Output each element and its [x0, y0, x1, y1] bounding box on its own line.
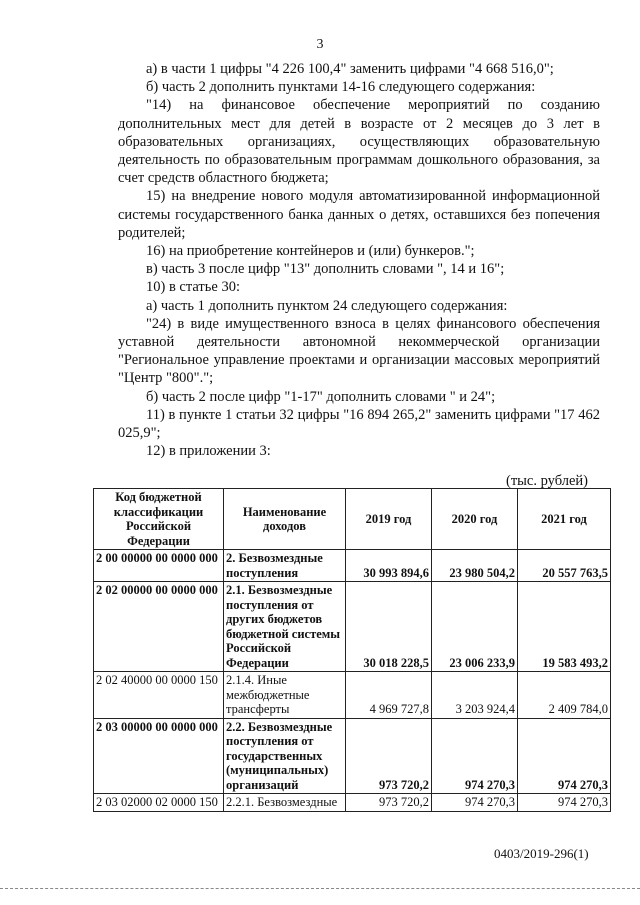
table-row	[94, 582, 611, 672]
header-2021: 2021 год	[518, 489, 611, 550]
cell-2021: 974 270,3	[518, 794, 611, 812]
table-header-row	[94, 489, 611, 550]
page-number: 3	[316, 37, 324, 52]
paragraph: в) часть 3 после цифр "13" дополнить словами ", 14 и 16";	[146, 261, 505, 278]
cell-2021: 20 557 763,5	[518, 550, 611, 582]
cell-2019: 30 018 228,5	[346, 582, 432, 672]
cell-code: 2 03 02000 02 0000 150	[94, 794, 224, 812]
header-2019: 2019 год	[346, 489, 432, 550]
cell-2019: 30 993 894,6	[346, 550, 432, 582]
paragraph: 11) в пункте 1 статьи 32 цифры "16 894 265,2" заменить цифрами "17 462 025,9";	[118, 406, 600, 442]
cell-2020: 974 270,3	[432, 718, 518, 794]
paragraph: а) в части 1 цифры "4 226 100,4" заменить цифрами "4 668 516,0";	[146, 61, 554, 77]
cell-2020: 3 203 924,4	[432, 672, 518, 719]
table-row	[94, 672, 611, 719]
cell-2021: 19 583 493,2	[518, 582, 611, 672]
paragraph: "24) в виде имущественного взноса в целях финансового обеспечения уставной деятельности автономной некоммерческой организации "Региональное управление проектами и организации массовых мероприятий "Центр "800".";	[118, 315, 600, 387]
cell-code: 2 02 40000 00 0000 150	[94, 672, 224, 719]
table-row	[94, 794, 611, 812]
header-code: Код бюджетной классификации Российской Федерации	[94, 489, 224, 550]
cell-2019: 973 720,2	[346, 794, 432, 812]
page-edge-divider	[0, 888, 640, 890]
header-2020: 2020 год	[432, 489, 518, 550]
paragraph: б) часть 2 после цифр "1-17" дополнить словами " и 24";	[146, 388, 496, 405]
cell-name: 2.1.4. Иные межбюджетные трансферты	[224, 672, 346, 719]
cell-2020: 23 980 504,2	[432, 550, 518, 582]
cell-2020: 974 270,3	[432, 794, 518, 812]
paragraph: "14) на финансовое обеспечение мероприятий по созданию дополнительных мест для детей в возрасте от 2 месяцев до 3 лет в образовательных организациях, осуществляющих образовательную деятельность по образовательным программам дошкольного образования, за счет средств областного бюджета;	[118, 97, 600, 187]
table-row	[94, 550, 611, 582]
header-name: Наименование доходов	[224, 489, 346, 550]
table-row	[94, 718, 611, 794]
cell-2019: 4 969 727,8	[346, 672, 432, 719]
cell-2020: 23 006 233,9	[432, 582, 518, 672]
cell-code: 2 00 00000 00 0000 000	[94, 550, 224, 582]
paragraph: 16) на приобретение контейнеров и (или) бункеров.";	[146, 243, 475, 260]
paragraph: б) часть 2 дополнить пунктами 14-16 следующего содержания:	[146, 79, 536, 96]
unit-label: (тыс. рублей)	[506, 473, 588, 489]
paragraph: а) часть 1 дополнить пунктом 24 следующего содержания:	[146, 297, 508, 314]
document-body	[118, 60, 600, 460]
paragraph: 15) на внедрение нового модуля автоматизированной информационной системы государственного банка данных о детях, оставшихся без попечения родителей;	[118, 188, 600, 241]
document-code: 0403/2019-296(1)	[494, 846, 589, 861]
cell-code: 2 03 00000 00 0000 000	[94, 718, 224, 794]
paragraph: 12) в приложении 3:	[146, 443, 271, 460]
cell-name: 2.1. Безвозмездные поступления от других бюджетов бюджетной системы Российской Федерации	[224, 582, 346, 672]
cell-code: 2 02 00000 00 0000 000	[94, 582, 224, 672]
revenue-table	[93, 488, 611, 812]
cell-name: 2.2.1. Безвозмездные	[224, 794, 346, 812]
paragraph: 10) в статье 30:	[146, 279, 240, 296]
cell-name: 2.2. Безвозмездные поступления от государственных (муниципальных) организаций	[224, 718, 346, 794]
cell-name: 2. Безвозмездные поступления	[224, 550, 346, 582]
cell-2019: 973 720,2	[346, 718, 432, 794]
cell-2021: 2 409 784,0	[518, 672, 611, 719]
cell-2021: 974 270,3	[518, 718, 611, 794]
